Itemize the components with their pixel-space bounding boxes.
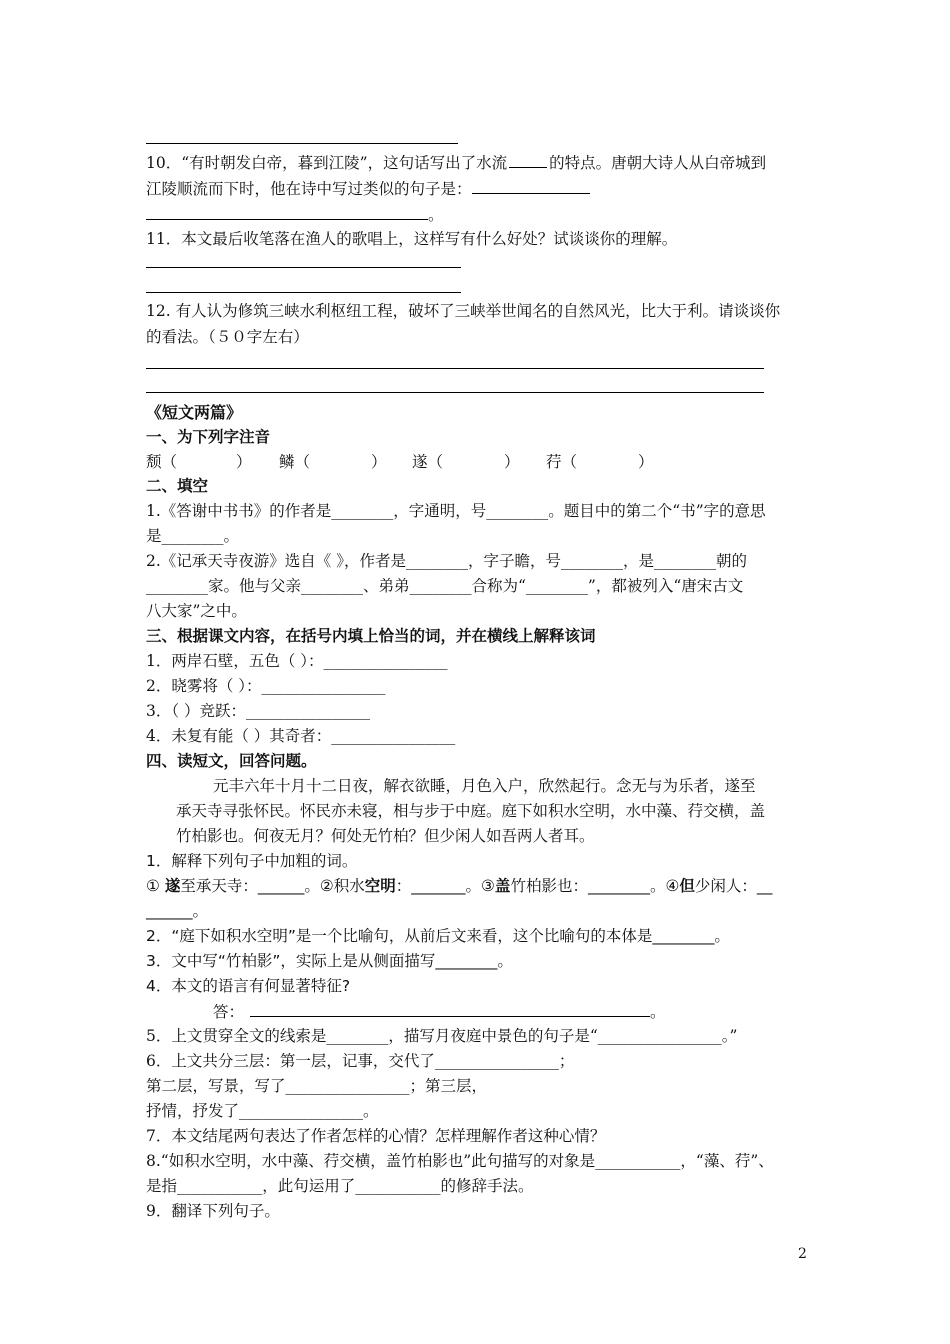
q4-7: 7．本文结尾两句表达了作者怎样的心情？怎样理解作者这种心情？	[146, 1127, 606, 1145]
sec3-item: 2．晓雾将（ ）：________________	[146, 677, 386, 695]
q11-text: 11．本文最后收笔落在渔人的歌唱上，这样写有什么好处？试谈谈你的理解。	[146, 230, 678, 248]
sec2-line: 2.《记承天寺夜游》选自《 》，作者是________，字子瞻，号________，是________朝的	[146, 552, 747, 570]
sec4-heading: 四、读短文，回答问题。	[146, 752, 317, 770]
passage-line: 承天寺寻张怀民。怀民亦未寝，相与步于中庭。庭下如积水空明，水中藻、荇交横，盖	[176, 802, 766, 820]
q4-9: 9．翻译下列句子。	[146, 1202, 280, 1220]
sec2-line: 1.《答谢中书书》的作者是________，字通明，号________。题目中的第二个“书”字的意思	[146, 502, 766, 520]
q10-line2: 江陵顺流而下时，他在诗中写过类似的句子是：	[146, 178, 590, 199]
q4-2: 2．“庭下如积水空明”是一个比喻句，从前后文来看，这个比喻句的本体是________。	[146, 927, 730, 945]
q4-8a: 8.“如积水空明，水中藻、荇交横，盖竹柏影也”此句描写的对象是___________，“藻、荇”、	[146, 1152, 774, 1170]
q4-3: 3．文中写“竹柏影”，实际上是从侧面描写________。	[146, 952, 513, 970]
q4-1-items: ① 遂至承天寺：______。②积水空明：_______。③盖竹柏影也：________。④但少闲人：__	[146, 877, 773, 895]
q10-line1: 10．“有时朝发白帝，暮到江陵”，这句话写出了水流 的特点。唐朝大诗人从白帝城到	[146, 154, 767, 172]
sec3-item: 4．未复有能（ ）其奇者：________________	[146, 727, 456, 745]
section-title: 《短文两篇》	[146, 403, 243, 422]
answer-line	[146, 267, 461, 268]
q4-1-cont: ______。	[146, 902, 209, 920]
q12-line1: 12. 有人认为修筑三峡水利枢纽工程，破坏了三峡举世闻名的自然风光，比大于利。请谈谈你	[146, 302, 781, 320]
passage-line: 竹柏影也。何夜无月？何处无竹柏？但少闲人如吾两人者耳。	[176, 827, 595, 845]
sec2-line: 八大家”之中。	[146, 602, 247, 620]
blank	[472, 178, 590, 194]
q4-6b: 第二层，写景，写了________________；第三层，	[146, 1077, 488, 1095]
sec2-heading: 二、填空	[146, 477, 209, 495]
sec3-item: 3．（ ）竞跃：________________	[146, 702, 371, 720]
q12-line2: 的看法。（５０字左右）	[146, 328, 309, 346]
pinyin-row: 颓（ ） 鳞（ ） 遂（ ） 荇（ ）	[146, 453, 654, 471]
sec3-item: 1．两岸石壁，五色（ ）：________________	[146, 652, 448, 670]
q4-6c: 抒情，抒发了________________。	[146, 1102, 379, 1120]
q10-line3: 。	[146, 204, 444, 225]
q4-1: 1．解释下列句子中加粗的词。	[146, 852, 358, 870]
sec2-line: ________家。他与父亲________、弟弟________合称为“________”，都被列入“唐宋古文	[146, 577, 744, 595]
q4-8b: 是指___________，此句运用了___________的修辞手法。	[146, 1177, 534, 1195]
passage-line: 元丰六年十月十二日夜，解衣欲睡，月色入户，欣然起行。念无与为乐者，遂至	[213, 777, 756, 795]
q4-6a: 6．上文共分三层：第一层，记事，交代了________________；	[146, 1052, 575, 1070]
sec3-heading: 三、根据课文内容，在括号内填上恰当的词，并在横线上解释该词	[146, 627, 596, 645]
answer-line	[146, 292, 461, 293]
q4-5: 5．上文贯穿全文的线索是________，描写月夜庭中景色的句子是“________________。”	[146, 1027, 738, 1045]
answer-line	[146, 392, 764, 393]
sec2-line: 是________。	[146, 527, 240, 545]
q4-4: 4．本文的语言有何显著特征?	[146, 977, 351, 995]
sec1-heading: 一、为下列字注音	[146, 428, 271, 446]
answer-line	[146, 368, 764, 369]
blank	[509, 152, 547, 168]
blank	[146, 204, 428, 220]
q4-4-answer: 答： 。	[213, 1003, 666, 1021]
answer-line	[146, 143, 458, 144]
page-number: 2	[798, 1246, 807, 1262]
answer-blank	[250, 1001, 650, 1017]
